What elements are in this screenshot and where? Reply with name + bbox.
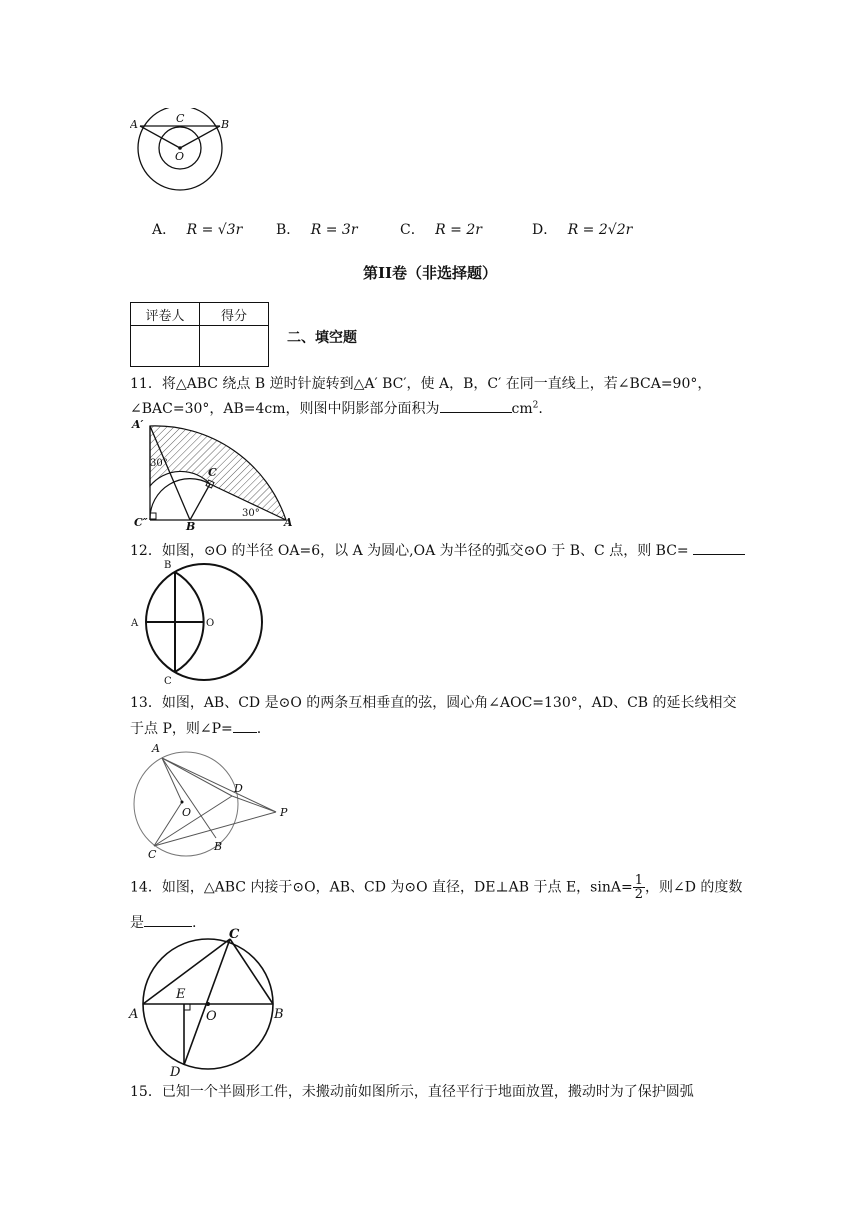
score-table-col1: 评卷人 [131, 303, 200, 326]
q13-line2 [130, 720, 261, 736]
segment-b-c [190, 484, 210, 520]
score-table [130, 302, 269, 367]
label-o: O [206, 1009, 217, 1024]
segment-ob [180, 126, 220, 148]
q14-line1-text: 14．如图，△ABC 内接于⊙O，AB、CD 为⊙O 直径，DE⊥AB 于点 E，sinA= [130, 879, 633, 896]
q12-answer-blank[interactable] [693, 542, 745, 555]
label-c: C [148, 848, 157, 861]
segment-a-c [143, 939, 230, 1004]
option-d-letter: D． [532, 222, 558, 238]
label-a: A [152, 742, 160, 755]
q10-figure [130, 108, 230, 198]
q11-answer-blank[interactable] [440, 400, 512, 413]
center-dot [181, 801, 184, 804]
option-c-letter: C． [400, 222, 425, 238]
fraction-denominator: 2 [634, 887, 643, 902]
q14-figure [126, 928, 288, 1078]
label-angle-30-bottom: 30° [242, 508, 260, 519]
label-b: B [186, 520, 196, 530]
option-b-letter: B． [276, 222, 301, 238]
score-table-cell2 [200, 326, 269, 367]
segment-d-p [232, 796, 276, 812]
label-angle-30-top: 30° [150, 458, 168, 469]
label-b: B [214, 840, 223, 853]
q11-line2 [130, 400, 543, 416]
q11-unit-sup: 2 [532, 400, 539, 411]
q14-line1-rest: ，则∠D 的度数 [644, 879, 743, 896]
q12-figure [128, 556, 268, 686]
option-a-letter: A． [152, 222, 177, 238]
q13-figure [128, 738, 296, 862]
option-b [276, 219, 358, 239]
label-o: O [206, 618, 215, 629]
score-table-cell1 [131, 326, 200, 367]
q11-figure [128, 416, 300, 530]
q11-line2-text: ∠BAC=30°，AB=4cm，则图中阴影部分面积为 [130, 401, 440, 417]
q13-line2-text: 于点 P，则∠P= [130, 721, 233, 737]
label-a: A [129, 1007, 139, 1022]
option-c-formula: R = 2r [435, 222, 482, 238]
option-d-formula: R = 2√2r [567, 222, 633, 238]
label-c: C [164, 676, 172, 686]
segment-a-b [162, 758, 216, 838]
option-a [152, 219, 242, 239]
diameter-cd [184, 939, 230, 1065]
option-a-formula: R = √3r [186, 222, 243, 238]
label-a: A [131, 618, 139, 629]
option-d [532, 219, 632, 239]
right-angle-cprime [150, 513, 156, 519]
option-c [400, 219, 482, 239]
q14-fraction [633, 874, 645, 901]
q12-text: 12．如图，⊙O 的半径 OA=6，以 A 为圆心,OA 为半径的弧交⊙O 于 B、C 点，则 BC= [130, 543, 689, 559]
label-d: D [170, 1065, 181, 1078]
label-c: C [208, 466, 217, 479]
q13-line1: 13．如图，AB、CD 是⊙O 的两条互相垂直的弦，圆心角∠AOC=130°，AD、CB 的延长线相交 [130, 695, 737, 711]
fraction-numerator: 1 [634, 873, 643, 888]
q14-answer-blank[interactable] [144, 914, 192, 927]
q11-line1: 11．将△ABC 绕点 B 逆时针旋转到△A′ BC′，使 A，B，C′ 在同一直线上，若∠BCA=90°， [130, 376, 712, 392]
label-cprime: C″ [134, 516, 148, 529]
label-b: B [274, 1007, 284, 1022]
score-table-col2: 得分 [200, 303, 269, 326]
segment-a-d [162, 758, 232, 796]
q11-period: . [538, 401, 543, 417]
q13-period: . [256, 721, 262, 737]
circle-o [134, 752, 238, 856]
label-d: D [234, 782, 243, 795]
label-b: B [221, 118, 230, 131]
label-aprime: A′ [132, 418, 144, 431]
option-b-formula: R = 3r [310, 222, 358, 238]
label-c: C [229, 928, 240, 942]
label-o: O [182, 806, 192, 819]
q14-line2-text: 是 [130, 915, 144, 931]
right-angle-e [184, 1004, 190, 1010]
q14-line1 [130, 874, 742, 901]
label-o: O [175, 150, 185, 163]
label-b: B [164, 560, 172, 571]
q13-answer-blank[interactable] [233, 720, 257, 733]
q15-line1: 15．已知一个半圆形工件，未搬动前如图所示，直径平行于地面放置，搬动时为了保护圆弧 [130, 1084, 694, 1100]
label-p: P [280, 806, 288, 819]
label-e: E [176, 987, 186, 1002]
part-title: 二、填空题 [287, 330, 357, 346]
center-dot [206, 1002, 210, 1006]
q11-unit: cm [511, 401, 533, 417]
segment-c-b [230, 939, 273, 1004]
label-c: C [176, 112, 185, 125]
segment-o-a [162, 758, 182, 802]
label-a: A [284, 516, 293, 529]
label-a: A [130, 118, 138, 131]
section-title: 第II卷（非选择题） [362, 264, 498, 282]
q14-period: . [192, 915, 197, 931]
segment-oa [140, 126, 180, 148]
